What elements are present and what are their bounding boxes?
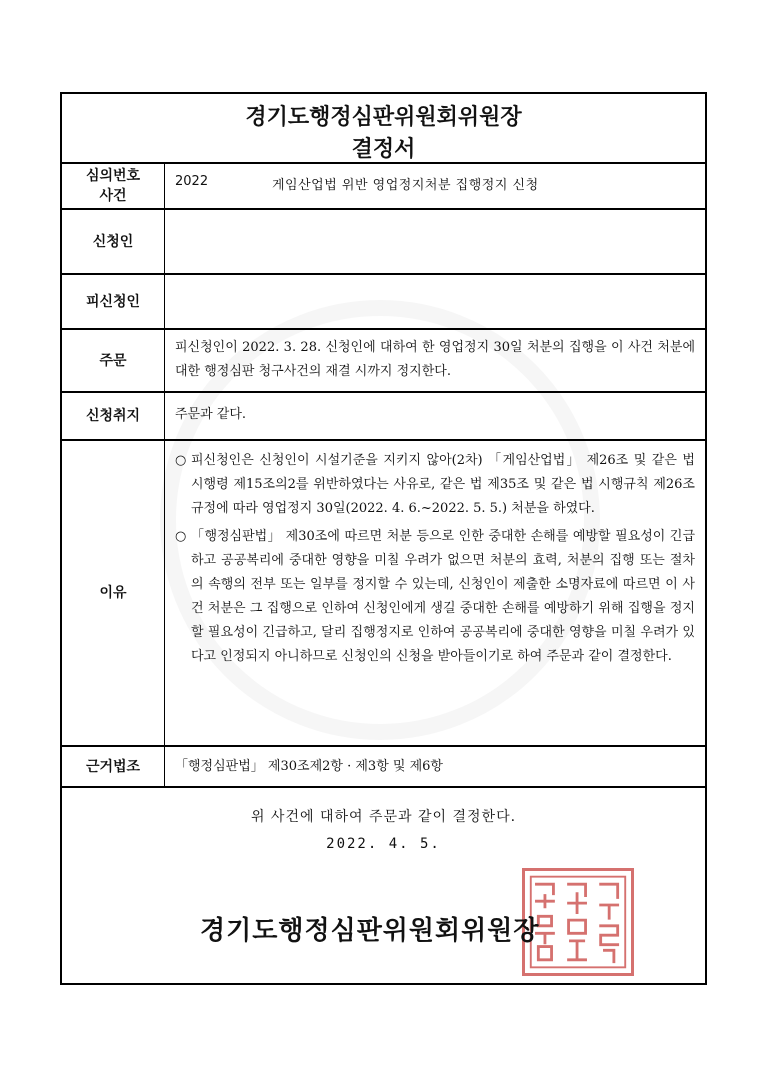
case-name-label: 사건 [99, 188, 127, 204]
purpose-label: 신청취지 [62, 393, 165, 439]
document-header [62, 94, 705, 162]
legal-basis-label: 근거법조 [62, 747, 165, 786]
order-text: 피신청인이 2022. 3. 28. 신청인에 대하여 한 영업정지 30일 처분의 집행을 이 사건 처분에 대한 행정심판 청구사건의 재결 시까지 정지한다. [175, 340, 695, 379]
order-row [62, 328, 705, 391]
order-label: 주문 [62, 330, 165, 391]
reasons-row [62, 439, 705, 745]
document-footer [62, 786, 705, 987]
signature-authority: 경기도행정심판위원회위원장 [200, 916, 540, 946]
case-name: 게임산업법 위반 영업정지처분 집행정지 신청 [272, 178, 539, 193]
respondent-row [62, 273, 705, 328]
document-subtitle: 결정서 [351, 137, 416, 162]
circle-bullet-icon: ○ [175, 529, 187, 544]
decision-statement: 위 사건에 대하여 주문과 같이 결정한다. [250, 809, 517, 825]
document-title: 경기도행정심판위원회위원장 [245, 105, 522, 130]
decision-date: 2022. 4. 5. [326, 836, 441, 852]
reason-text: 피신청인은 신청인이 시설기준을 지키지 않아(2차) 「게임산업법」 제26조 및 같은 법 시행령 제15조의2를 위반하였다는 사유로, 같은 법 제35조 및 같은 법 시행규칙 제26조 규정에 따라 영업정지 30일(2022. 4. 6.~2022. 5. 5.) 처분을 하였다. [191, 453, 695, 516]
applicant-label: 신청인 [62, 210, 165, 273]
legal-basis-text: 「행정심판법」 제30조제2항 · 제3항 및 제6항 [175, 759, 443, 774]
decision-document [60, 92, 707, 985]
applicant-value [165, 210, 705, 273]
applicant-row [62, 208, 705, 273]
legal-basis-row [62, 745, 705, 786]
reasons-content [165, 441, 705, 745]
case-number-label: 심의번호 [85, 168, 141, 184]
reason-text: 「행정심판법」 제30조에 따르면 처분 등으로 인한 중대한 손해를 예방할 필요성이 긴급하고 공공복리에 중대한 영향을 미칠 우려가 없으면 처분의 효력, 처분의 집행 또는 절차의 속행의 전부 또는 일부를 정지할 수 있는데, 신청인이 제출한 소명자료에 따르면 이 사건 처분은 그 집행으로 인하여 신청인에게 생길 중대한 손해를 예방하기 위해 집행을 정지할 필요성이 긴급하고, 달리 집행정지로 인하여 공공복리에 중대한 영향을 미칠 우려가 있다고 인정되지 아니하므로 신청인의 신청을 받아들이기로 하여 주문과 같이 결정한다. [191, 529, 695, 664]
circle-bullet-icon: ○ [175, 453, 187, 468]
case-row [62, 162, 705, 208]
case-year: 2022 [175, 174, 209, 189]
respondent-label: 피신청인 [62, 275, 165, 328]
purpose-row [62, 391, 705, 439]
purpose-text: 주문과 같다. [175, 407, 247, 422]
respondent-value [165, 275, 705, 328]
reason-item [175, 449, 695, 521]
case-label [62, 164, 165, 208]
reasons-label: 이유 [62, 441, 165, 745]
reason-item [175, 525, 695, 669]
